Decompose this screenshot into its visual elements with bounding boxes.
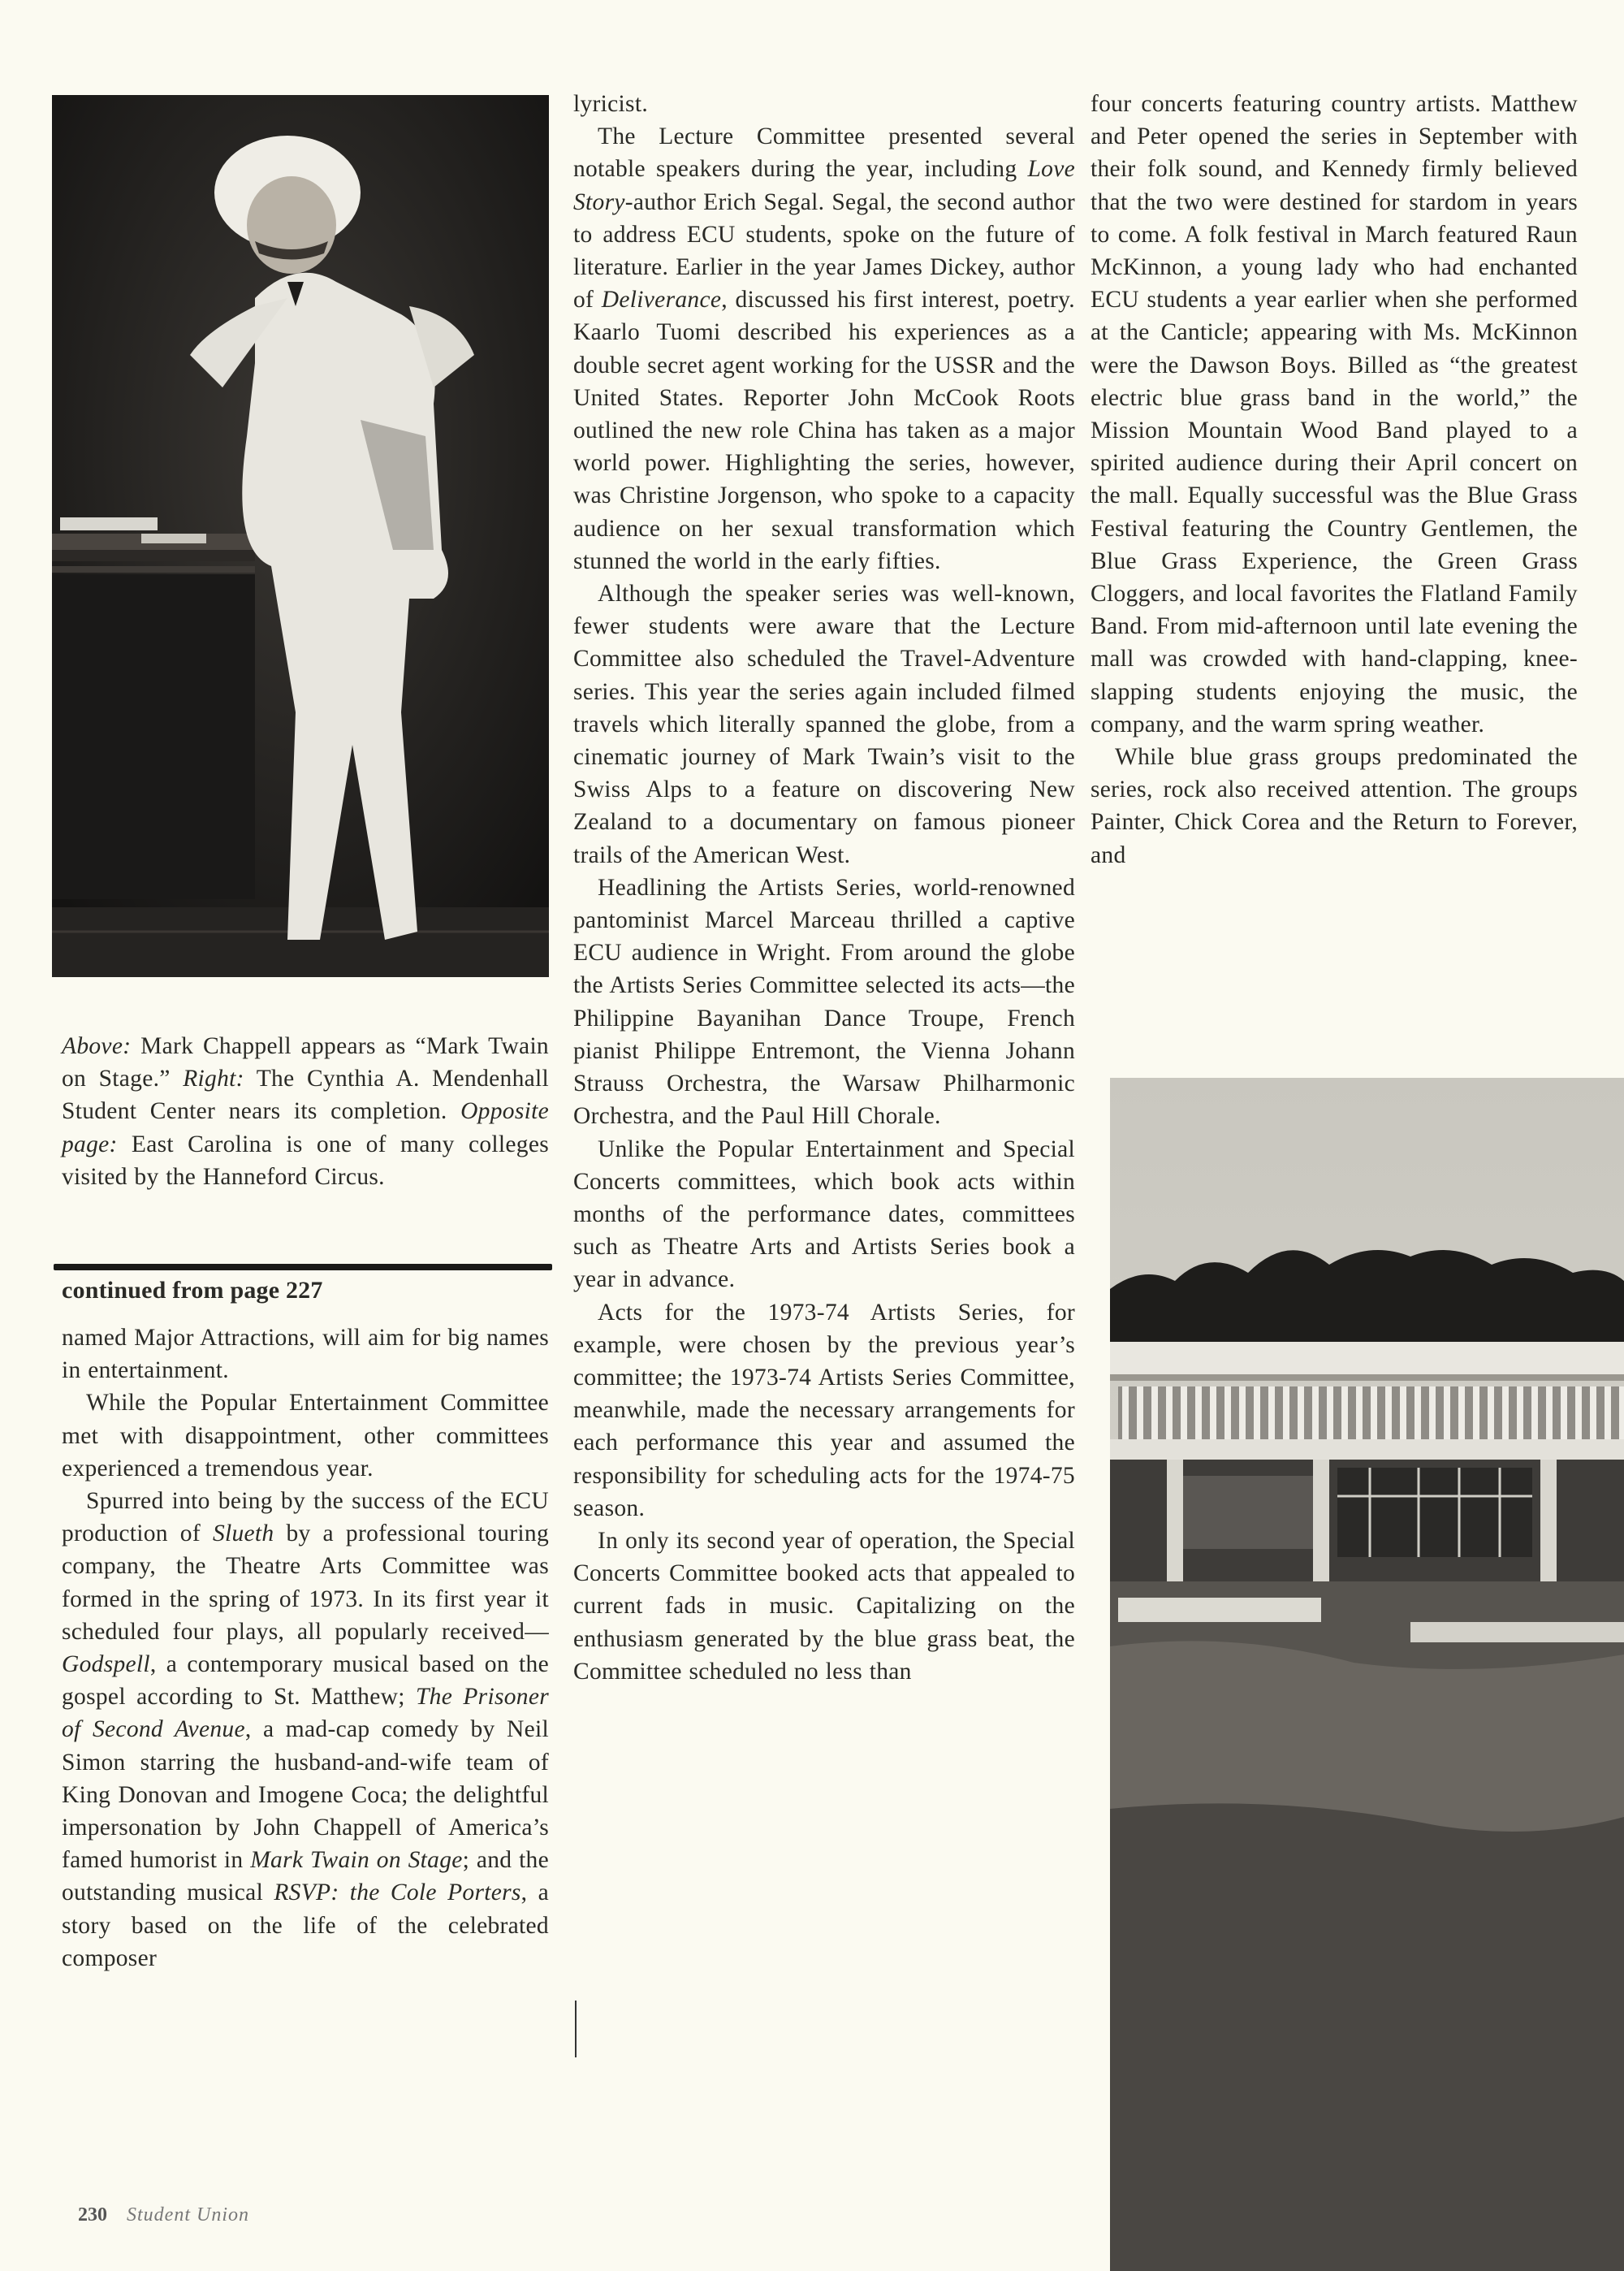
article-column-2 xyxy=(573,88,1075,1688)
text-run: The Lecture Committee presented several notable speakers during the year, including xyxy=(573,123,1075,183)
article-paragraph xyxy=(573,1296,1075,1525)
mark-twain-photo xyxy=(52,95,549,977)
article-paragraph xyxy=(1091,741,1578,872)
text-run: four concerts featuring country artists. Matthew and Peter opened the series in September with their folk sound, and Kennedy firmly believed that the two were destined for stardom in years to come. A folk festival in March featured Raun McKinnon, a young lady who had enchanted ECU students a year earlier when she performed at the Canticle; appearing with Ms. McKinnon were the Dawson Boys. Billed as “the greatest electric blue grass band in the world,” the Mission Mountain Wood Band played to a spirited audience during their April concert on the mall. Equally successful was the Blue Grass Festival featuring the Country Gentlemen, the Blue Grass Experience, the Green Grass Cloggers, and local favorites the Flatland Family Band. From mid-afternoon until late evening the mall was crowded with hand-clapping, knee-slapping students enjoying the music, the company, and the warm spring weather. xyxy=(1091,91,1578,738)
article-paragraph xyxy=(573,120,1075,577)
student-center-photo-image xyxy=(1110,1078,1624,2271)
italic-title: Love Story xyxy=(573,156,1075,215)
text-run: While blue grass groups predominated the series, rock also received attention. The groups Painter, Chick Corea and the Return to Forever, and xyxy=(1091,744,1578,868)
article-paragraph xyxy=(62,1322,549,1386)
article-paragraph xyxy=(573,577,1075,872)
article-paragraph xyxy=(573,872,1075,1133)
italic-title: Deliverance xyxy=(601,287,722,314)
italic-title: Mark Twain on Stage xyxy=(250,1847,463,1874)
italic-title: Godspell xyxy=(62,1651,150,1678)
text-run: Acts for the 1973-74 Artists Series, for example, were chosen by the previous year’s committee; the 1973-74 Artists Series Committee, meanwhile, made the necessary arrangements for each performance this year and assumed the responsibility for scheduling acts for the 1974-75 season. xyxy=(573,1299,1075,1521)
section-divider xyxy=(54,1264,552,1270)
italic-title: The Prisoner of Second Avenue xyxy=(62,1684,550,1743)
mark-twain-photo-image xyxy=(52,95,549,977)
article-column-1 xyxy=(62,1322,549,1975)
text-run: , a contemporary musical based on the gospel according to St. Matthew; xyxy=(62,1651,549,1711)
italic-title: Slueth xyxy=(212,1520,274,1547)
text-run: , discussed his first interest, poetry. Kaarlo Tuomi described his experiences as a double secret agent working for the USSR and the United States. Reporter John McCook Roots outlined the new role China has taken as a major world power. Highlighting the series, however, was Christine Jorgenson, who spoke to a capacity audience on her sexual transformation which stunned the world in the early fifties. xyxy=(573,287,1075,574)
italic-title: RSVP: the Cole Porters xyxy=(274,1880,521,1906)
text-run: In only its second year of operation, the Special Concerts Committee booked acts that appealed to current fads in music. Capitalizing on the enthusiasm generated by the blue grass beat, the Committee scheduled no less than xyxy=(573,1527,1075,1685)
text-run: Although the speaker series was well-known, fewer students were aware that the Lecture Committee also scheduled the Travel-Adventure series. This year the series again included filmed travels which literally spanned the globe, from a cinematic journey of Mark Twain’s visit to the Swiss Alps to a feature on discovering New Zealand to a documentary on famous pioneer trails of the American West. xyxy=(573,581,1075,868)
text-run: , a mad-cap comedy by Neil Simon starring the husband-and-wife team of King Donovan and Imogene Coca; the delightful impersonation by John Chappell of America’s famed humorist in xyxy=(62,1716,549,1874)
text-run: Spurred into being by the success of the ECU production of xyxy=(62,1488,549,1547)
italic-title: Above: xyxy=(62,1033,132,1059)
page-footer xyxy=(78,2204,249,2226)
article-paragraph xyxy=(62,1485,549,1975)
text-run: East Carolina is one of many colleges visited by the Hanneford Circus. xyxy=(62,1131,549,1190)
italic-title: Right: xyxy=(183,1066,244,1092)
caption-text xyxy=(62,1030,549,1193)
text-run: The Cynthia A. Mendenhall Student Center nears its completion. xyxy=(62,1066,550,1125)
photo-caption xyxy=(62,1030,549,1193)
text-run: named Major Attractions, will aim for big names in entertainment. xyxy=(62,1325,549,1384)
continued-from-label: continued from page 227 xyxy=(62,1277,323,1304)
article-column-3 xyxy=(1091,88,1578,872)
article-paragraph xyxy=(62,1386,549,1485)
text-run: Mark Chappell appears as “Mark Twain on Stage.” xyxy=(62,1033,549,1092)
article-paragraph xyxy=(573,1133,1075,1296)
text-run: by a professional touring company, the Theatre Arts Committee was formed in the spring of 1973. In its first year it scheduled four plays, all popularly received— xyxy=(62,1520,549,1645)
text-run: -author Erich Segal. Segal, the second author to address ECU students, spoke on the future of literature. Earlier in the year James Dickey, author of xyxy=(573,188,1075,314)
article-paragraph xyxy=(573,1525,1075,1688)
text-run: Headlining the Artists Series, world-renowned pantominist Marcel Marceau thrilled a captive ECU audience in Wright. From around the globe the Artists Series Committee selected its acts—the Philippine Bayanihan Dance Troupe, French pianist Philippe Entremont, the Vienna Johann Strauss Orchestra, the Warsaw Philharmonic Orchestra, and the Paul Hill Chorale. xyxy=(573,874,1075,1130)
article-paragraph xyxy=(573,88,1075,120)
italic-title: Opposite page: xyxy=(62,1098,549,1157)
text-run: While the Popular Entertainment Committee met with disappointment, other committees experienced a tremendous year. xyxy=(62,1390,549,1482)
page-number: 230 xyxy=(78,2204,107,2226)
text-run: , a story based on the life of the celebrated composer xyxy=(62,1880,549,1971)
text-run: lyricist. xyxy=(573,91,649,117)
article-paragraph xyxy=(1091,88,1578,741)
section-name: Student Union xyxy=(127,2204,249,2226)
text-run: Unlike the Popular Entertainment and Special Concerts committees, which book acts within months of the performance dates, committees such as Theatre Arts and Artists Series book a year in advance. xyxy=(573,1136,1075,1293)
column-rule xyxy=(575,2001,577,2057)
student-center-photo xyxy=(1110,1078,1624,2271)
text-run: ; and the outstanding musical xyxy=(62,1847,550,1906)
